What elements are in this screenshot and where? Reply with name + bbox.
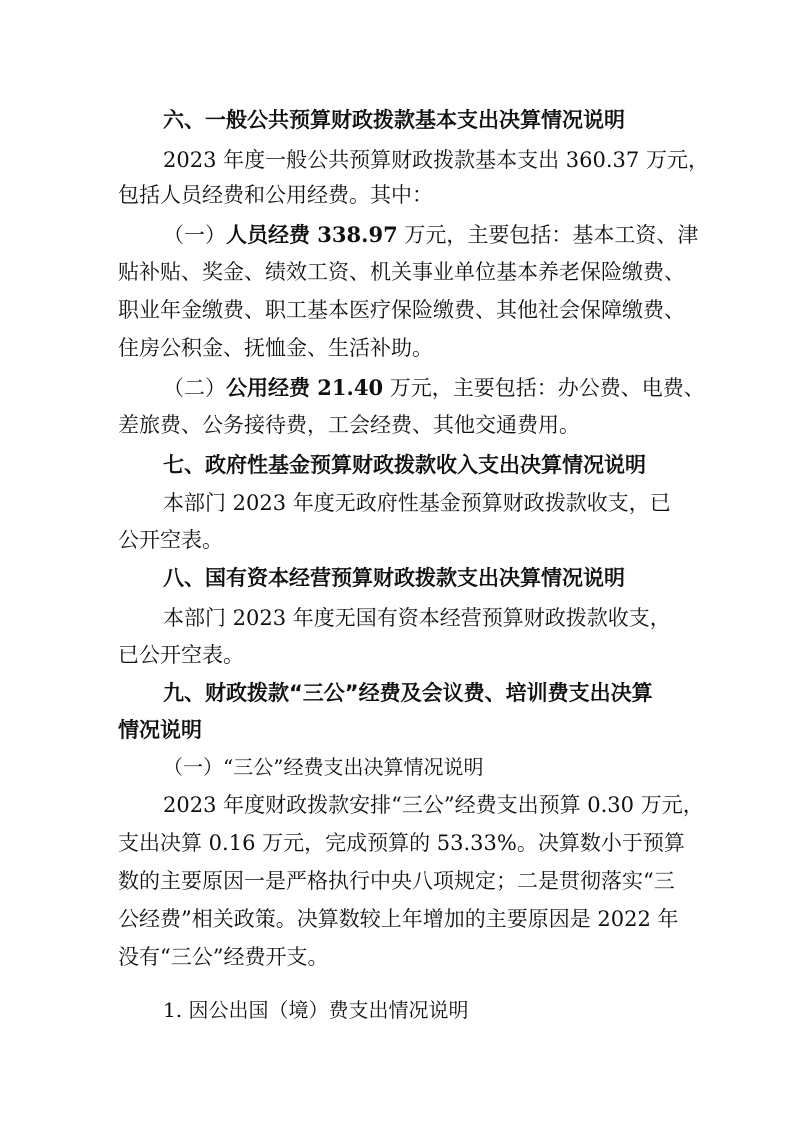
personnel-expense-amount: 人员经费 338.97 [226, 222, 398, 247]
section-7-heading: 七、政府性基金预算财政拨款收入支出决算情况说明 [163, 453, 646, 477]
item-2-prefix: （二） [163, 376, 226, 400]
section-7-line-2: 公开空表。 [118, 528, 223, 552]
section-9-paragraph-line-2: 支出决算 0.16 万元，完成预算的 53.33%。决算数小于预算 [118, 831, 685, 855]
personnel-expense-line-4: 住房公积金、抚恤金、生活补助。 [118, 336, 433, 360]
personnel-expense-line-3: 职业年金缴费、职工基本医疗保险缴费、其他社会保障缴费、 [118, 298, 685, 322]
personnel-expense-line-1 [163, 220, 698, 250]
subsection-three-public-heading: （一）“三公”经费支出决算情况说明 [163, 755, 484, 779]
public-expense-amount: 公用经费 21.40 [226, 375, 384, 400]
section-8-heading: 八、国有资本经营预算财政拨款支出决算情况说明 [163, 566, 625, 590]
public-expense-text: 万元，主要包括：办公费、电费、 [383, 376, 705, 400]
section-8-line-1: 本部门 2023 年度无国有资本经营预算财政拨款收支， [163, 606, 671, 630]
section-9-heading-line-2: 情况说明 [118, 718, 202, 742]
overseas-travel-heading: 1. 因公出国（境）费支出情况说明 [163, 998, 469, 1022]
personnel-expense-line-2: 贴补贴、奖金、绩效工资、机关事业单位基本养老保险缴费、 [118, 260, 685, 284]
section-9-heading-line-1: 九、财政拨款“三公”经费及会议费、培训费支出决算 [163, 681, 653, 705]
section-9-paragraph-line-1: 2023 年度财政拨款安排“三公”经费支出预算 0.30 万元， [163, 793, 704, 817]
section-6-heading: 六、一般公共预算财政拨款基本支出决算情况说明 [163, 108, 625, 132]
section-7-line-1: 本部门 2023 年度无政府性基金预算财政拨款收支，已 [163, 491, 671, 515]
section-8-line-2: 已公开空表。 [118, 643, 244, 667]
section-9-paragraph-line-4: 公经费”相关政策。决算数较上年增加的主要原因是 2022 年 [118, 907, 679, 931]
public-expense-line-1 [163, 373, 705, 403]
section-6-paragraph-line-2: 包括人员经费和公用经费。其中： [118, 183, 433, 207]
public-expense-line-2: 差旅费、公务接待费，工会经费、其他交通费用。 [118, 413, 580, 437]
item-1-prefix: （一） [163, 223, 226, 247]
section-9-paragraph-line-3: 数的主要原因一是严格执行中央八项规定；二是贯彻落实“三 [118, 869, 675, 893]
personnel-expense-text: 万元，主要包括：基本工资、津 [397, 223, 699, 247]
section-6-paragraph-line-1: 2023 年度一般公共预算财政拨款基本支出 360.37 万元， [163, 148, 709, 172]
section-9-paragraph-line-5: 没有“三公”经费开支。 [118, 945, 329, 969]
